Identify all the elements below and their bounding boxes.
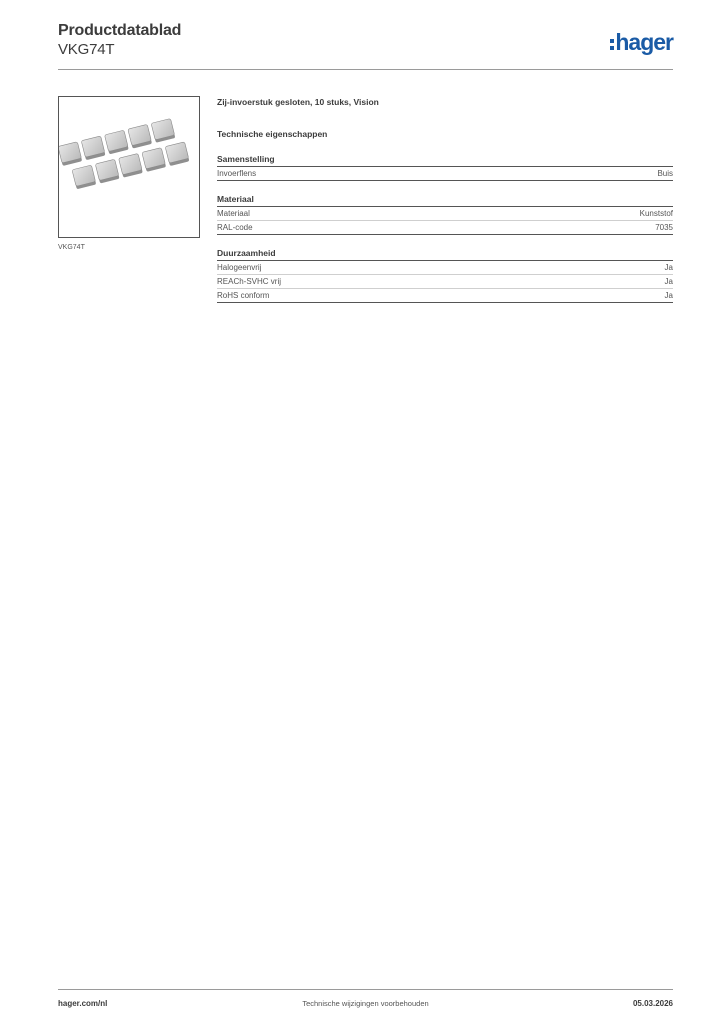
spec-value: Ja (664, 291, 673, 300)
spec-value: Buis (657, 169, 673, 178)
spec-row (217, 221, 673, 235)
page-title: Productdatablad (58, 22, 182, 39)
spec-label: RoHS conform (217, 291, 270, 300)
page-header (58, 22, 673, 70)
image-caption: VKG74T (58, 244, 85, 251)
product-description: Zij-invoerstuk gesloten, 10 stuks, Vision (217, 97, 379, 107)
spec-value: Ja (664, 277, 673, 286)
footer-disclaimer: Technische wijzigingen voorbehouden (302, 999, 429, 1008)
spec-label: Materiaal (217, 209, 250, 218)
product-image (58, 96, 200, 238)
product-code: VKG74T (58, 41, 115, 58)
spec-value: Ja (664, 263, 673, 272)
specs-heading: Technische eigenschappen (217, 129, 328, 139)
spec-row (217, 275, 673, 289)
product-photo-icon (59, 97, 199, 237)
spec-group-title: Materiaal (217, 193, 673, 207)
spec-label: RAL-code (217, 223, 253, 232)
logo-colon-icon (610, 39, 614, 50)
footer-date: 05.03.2026 (632, 999, 673, 1008)
spec-label: Halogeenvrij (217, 263, 262, 272)
spec-group-title: Samenstelling (217, 153, 673, 167)
hager-logo (610, 30, 673, 54)
footer-website-link[interactable]: hager.com/nl (58, 999, 108, 1008)
spec-row (217, 289, 673, 303)
spec-group-title: Duurzaamheid (217, 247, 673, 261)
page-footer (58, 989, 673, 1012)
spec-label: REACh-SVHC vrij (217, 277, 282, 286)
spec-value: Kunststof (639, 209, 673, 218)
spec-value: 7035 (655, 223, 673, 232)
spec-row (217, 167, 673, 181)
logo-text: hager (615, 29, 673, 55)
spec-row (217, 207, 673, 221)
product-details (217, 96, 673, 303)
spec-row (217, 261, 673, 275)
spec-label: Invoerflens (217, 169, 257, 178)
